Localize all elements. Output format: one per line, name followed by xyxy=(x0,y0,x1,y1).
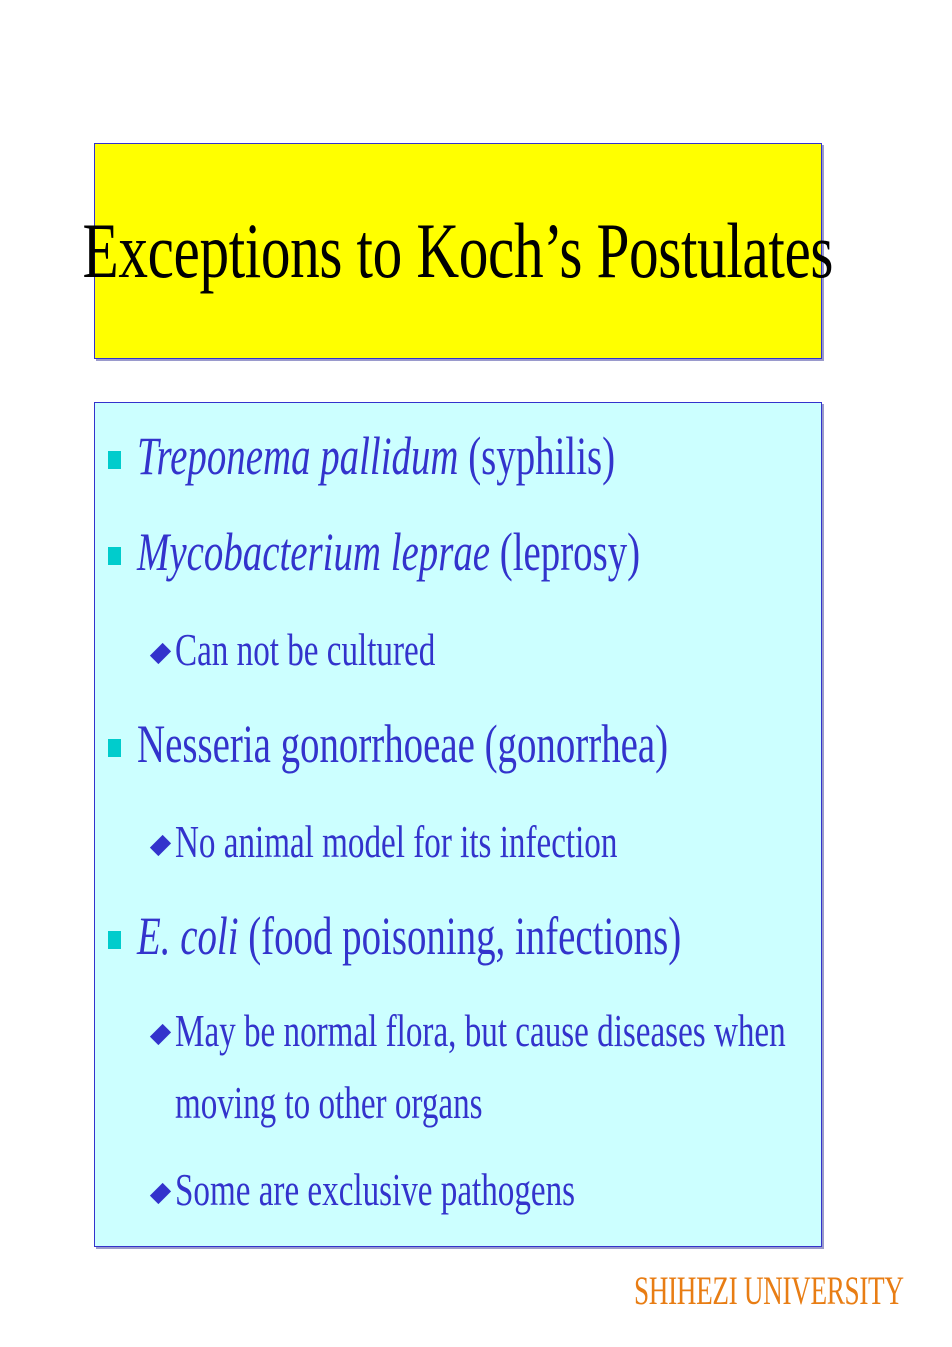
sub-item: May be normal flora, but cause diseases when xyxy=(175,1005,786,1056)
sub-item: Can not be cultured xyxy=(175,624,436,675)
diamond-bullet-icon xyxy=(150,643,171,664)
sub-item-continuation: moving to other organs xyxy=(175,1077,483,1128)
diamond-bullet-icon xyxy=(150,1183,171,1204)
item-italic: Treponema pallidum xyxy=(137,426,459,486)
square-bullet-icon xyxy=(108,451,121,469)
square-bullet-icon xyxy=(108,547,121,565)
item-text: (leprosy) xyxy=(490,522,641,582)
item-text: (food poisoning, infections) xyxy=(238,906,682,966)
list-item xyxy=(137,905,681,967)
list-item xyxy=(137,425,615,487)
item-italic: Mycobacterium leprae xyxy=(137,522,491,582)
list-item xyxy=(137,521,640,583)
sub-item: Some are exclusive pathogens xyxy=(175,1164,576,1215)
sub-item: No animal model for its infection xyxy=(175,816,618,867)
content-box xyxy=(94,402,822,1247)
item-italic: E. coli xyxy=(137,906,239,966)
square-bullet-icon xyxy=(108,931,121,949)
square-bullet-icon xyxy=(108,739,121,757)
footer-university-name: SHIHEZI UNIVERSITY xyxy=(634,1268,904,1313)
slide-title: Exceptions to Koch’s Postulates xyxy=(82,207,834,294)
item-text: Nesseria gonorrhoeae (gonorrhea) xyxy=(137,714,669,774)
diamond-bullet-icon xyxy=(150,835,171,856)
item-text: (syphilis) xyxy=(458,426,616,486)
list-item xyxy=(137,713,668,775)
title-box xyxy=(82,143,834,359)
diamond-bullet-icon xyxy=(150,1024,171,1045)
